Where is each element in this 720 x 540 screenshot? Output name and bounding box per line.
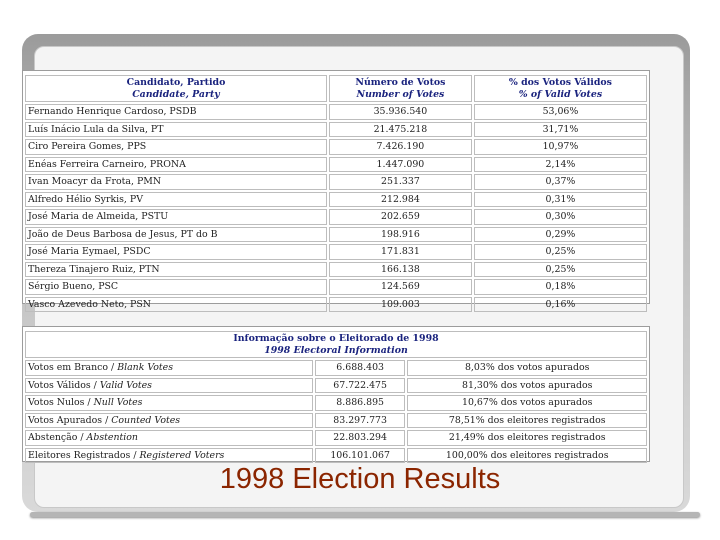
electorate-percent: 100,00% dos eleitores registrados bbox=[407, 448, 647, 464]
candidate-percent: 10,97% bbox=[474, 139, 647, 155]
candidate-percent: 0,25% bbox=[474, 244, 647, 260]
candidate-percent: 0,18% bbox=[474, 279, 647, 295]
electorate-table-panel bbox=[22, 326, 650, 462]
electorate-label: Votos em Branco / Blank Votes bbox=[25, 360, 313, 376]
table-row bbox=[25, 297, 647, 313]
electorate-percent: 81,30% dos votos apurados bbox=[407, 378, 647, 394]
electorate-label: Votos Válidos / Valid Votes bbox=[25, 378, 313, 394]
electorate-header: Informação sobre o Eleitorado de 1998 1998 Electoral Information bbox=[25, 331, 647, 358]
table-row bbox=[25, 413, 647, 429]
candidate-votes: 21.475.218 bbox=[329, 122, 472, 138]
candidate-name: Fernando Henrique Cardoso, PSDB bbox=[25, 104, 327, 120]
table-row bbox=[25, 378, 647, 394]
candidates-table bbox=[23, 73, 649, 314]
table-row bbox=[25, 395, 647, 411]
candidate-votes: 212.984 bbox=[329, 192, 472, 208]
electorate-header-row bbox=[25, 331, 647, 358]
table-row bbox=[25, 192, 647, 208]
table-row bbox=[25, 430, 647, 446]
electorate-percent: 21,49% dos eleitores registrados bbox=[407, 430, 647, 446]
candidate-name: Sérgio Bueno, PSC bbox=[25, 279, 327, 295]
electorate-percent: 10,67% dos votos apurados bbox=[407, 395, 647, 411]
slide-bottom-rule bbox=[30, 512, 700, 517]
candidate-percent: 0,29% bbox=[474, 227, 647, 243]
candidate-votes: 7.426.190 bbox=[329, 139, 472, 155]
electorate-value: 67.722.475 bbox=[315, 378, 406, 394]
table-row bbox=[25, 157, 647, 173]
table-row bbox=[25, 360, 647, 376]
candidate-votes: 198.916 bbox=[329, 227, 472, 243]
electorate-value: 8.886.895 bbox=[315, 395, 406, 411]
candidate-votes: 124.569 bbox=[329, 279, 472, 295]
candidate-name: João de Deus Barbosa de Jesus, PT do B bbox=[25, 227, 327, 243]
electorate-label: Abstenção / Abstention bbox=[25, 430, 313, 446]
candidate-name: José Maria de Almeida, PSTU bbox=[25, 209, 327, 225]
candidates-table-panel bbox=[22, 70, 650, 310]
candidate-votes: 35.936.540 bbox=[329, 104, 472, 120]
candidate-votes: 251.337 bbox=[329, 174, 472, 190]
candidate-name: Thereza Tinajero Ruiz, PTN bbox=[25, 262, 327, 278]
table-row bbox=[25, 139, 647, 155]
table-row bbox=[25, 227, 647, 243]
candidate-percent: 31,71% bbox=[474, 122, 647, 138]
electorate-label: Votos Nulos / Null Votes bbox=[25, 395, 313, 411]
electorate-label: Eleitores Registrados / Registered Voters bbox=[25, 448, 313, 464]
electorate-value: 22.803.294 bbox=[315, 430, 406, 446]
candidate-name: Ciro Pereira Gomes, PPS bbox=[25, 139, 327, 155]
table-row bbox=[25, 448, 647, 464]
candidate-name: Enéas Ferreira Carneiro, PRONA bbox=[25, 157, 327, 173]
electorate-percent: 78,51% dos eleitores registrados bbox=[407, 413, 647, 429]
candidate-name: José Maria Eymael, PSDC bbox=[25, 244, 327, 260]
candidate-votes: 171.831 bbox=[329, 244, 472, 260]
electorate-label: Votos Apurados / Counted Votes bbox=[25, 413, 313, 429]
candidate-percent: 0,30% bbox=[474, 209, 647, 225]
electorate-percent: 8,03% dos votos apurados bbox=[407, 360, 647, 376]
candidate-percent: 0,25% bbox=[474, 262, 647, 278]
header-percent: % dos Votos Válidos % of Valid Votes bbox=[474, 75, 647, 102]
electorate-value: 83.297.773 bbox=[315, 413, 406, 429]
table-row bbox=[25, 122, 647, 138]
table-row bbox=[25, 104, 647, 120]
candidate-percent: 0,37% bbox=[474, 174, 647, 190]
candidate-votes: 1.447.090 bbox=[329, 157, 472, 173]
candidate-name: Vasco Azevedo Neto, PSN bbox=[25, 297, 327, 313]
table-row bbox=[25, 174, 647, 190]
candidates-header-row bbox=[25, 75, 647, 102]
header-votes: Número de Votos Number of Votes bbox=[329, 75, 472, 102]
electorate-value: 106.101.067 bbox=[315, 448, 406, 464]
candidate-votes: 166.138 bbox=[329, 262, 472, 278]
candidate-votes: 202.659 bbox=[329, 209, 472, 225]
candidate-name: Alfredo Hélio Syrkis, PV bbox=[25, 192, 327, 208]
candidate-votes: 109.003 bbox=[329, 297, 472, 313]
candidate-name: Luís Inácio Lula da Silva, PT bbox=[25, 122, 327, 138]
header-candidate: Candidato, Partido Candidate, Party bbox=[25, 75, 327, 102]
candidate-percent: 0,16% bbox=[474, 297, 647, 313]
table-row bbox=[25, 262, 647, 278]
table-row bbox=[25, 209, 647, 225]
candidate-percent: 0,31% bbox=[474, 192, 647, 208]
candidate-percent: 53,06% bbox=[474, 104, 647, 120]
electorate-table bbox=[23, 329, 649, 465]
electorate-value: 6.688.403 bbox=[315, 360, 406, 376]
candidate-percent: 2,14% bbox=[474, 157, 647, 173]
table-row bbox=[25, 244, 647, 260]
candidate-name: Ivan Moacyr da Frota, PMN bbox=[25, 174, 327, 190]
slide-title: 1998 Election Results bbox=[219, 463, 501, 495]
table-row bbox=[25, 279, 647, 295]
